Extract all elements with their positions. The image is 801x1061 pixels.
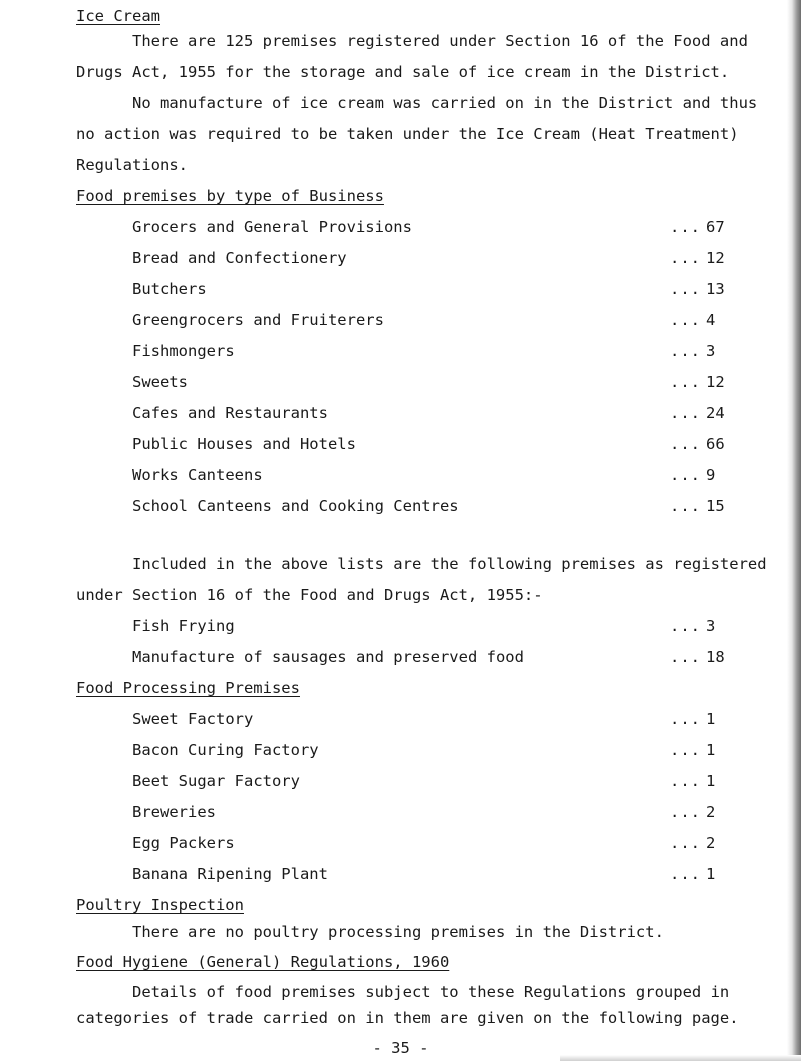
- item-count: 18: [706, 648, 725, 666]
- item-label: Breweries: [132, 803, 216, 821]
- item-label: School Canteens and Cooking Centres: [132, 497, 459, 515]
- item-count: 67: [706, 218, 725, 236]
- item-label: Works Canteens: [132, 466, 263, 484]
- item-label: Public Houses and Hotels: [132, 435, 356, 453]
- paragraph-ice-cream-line-1: There are 125 premises registered under Section 16 of the Food and: [132, 32, 748, 50]
- leader-dots: ...: [670, 218, 701, 236]
- leader-dots: ...: [670, 865, 701, 883]
- item-count: 1: [706, 865, 716, 883]
- item-count: 13: [706, 280, 725, 298]
- leader-dots: ...: [670, 466, 701, 484]
- item-label: Grocers and General Provisions: [132, 218, 412, 236]
- heading-ice-cream: Ice Cream: [76, 7, 160, 25]
- paragraph-manufacture-line-3: Regulations.: [76, 156, 188, 174]
- item-label: Beet Sugar Factory: [132, 772, 300, 790]
- heading-food-processing: Food Processing Premises: [76, 679, 300, 697]
- item-count: 12: [706, 249, 725, 267]
- paragraph-hygiene-line-2: categories of trade carried on in them are given on the following page.: [76, 1009, 739, 1027]
- item-label: Sweet Factory: [132, 710, 254, 728]
- leader-dots: ...: [670, 834, 701, 852]
- item-count: 9: [706, 466, 716, 484]
- leader-dots: ...: [670, 280, 701, 298]
- heading-poultry-inspection: Poultry Inspection: [76, 896, 244, 914]
- item-label: Greengrocers and Fruiterers: [132, 311, 384, 329]
- item-count: 2: [706, 803, 716, 821]
- leader-dots: ...: [670, 741, 701, 759]
- leader-dots: ...: [670, 342, 701, 360]
- leader-dots: ...: [670, 803, 701, 821]
- leader-dots: ...: [670, 311, 701, 329]
- leader-dots: ...: [670, 497, 701, 515]
- item-count: 1: [706, 741, 716, 759]
- item-count: 1: [706, 710, 716, 728]
- heading-food-hygiene: Food Hygiene (General) Regulations, 1960: [76, 953, 450, 971]
- leader-dots: ...: [670, 373, 701, 391]
- heading-premises-by-type: Food premises by type of Business: [76, 187, 384, 205]
- item-count: 3: [706, 617, 716, 635]
- item-count: 12: [706, 373, 725, 391]
- page-edge-shadow: [787, 0, 801, 1061]
- item-label: Sweets: [132, 373, 188, 391]
- paragraph-manufacture-line-2: no action was required to be taken under the Ice Cream (Heat Treatment): [76, 125, 739, 143]
- item-count: 4: [706, 311, 716, 329]
- paragraph-poultry-line-1: There are no poultry processing premises in the District.: [132, 923, 664, 941]
- leader-dots: ...: [670, 435, 701, 453]
- item-count: 24: [706, 404, 725, 422]
- page-number: - 35 -: [372, 1039, 429, 1057]
- item-label: Fish Frying: [132, 617, 235, 635]
- item-label: Butchers: [132, 280, 207, 298]
- leader-dots: ...: [670, 249, 701, 267]
- item-label: Fishmongers: [132, 342, 235, 360]
- leader-dots: ...: [670, 648, 701, 666]
- item-label: Bread and Confectionery: [132, 249, 347, 267]
- item-label: Egg Packers: [132, 834, 235, 852]
- paragraph-included-line-2: under Section 16 of the Food and Drugs Act, 1955:-: [76, 586, 543, 604]
- paragraph-hygiene-line-1: Details of food premises subject to these Regulations grouped in: [132, 983, 730, 1001]
- leader-dots: ...: [670, 772, 701, 790]
- item-count: 3: [706, 342, 716, 360]
- item-label: Bacon Curing Factory: [132, 741, 319, 759]
- item-count: 1: [706, 772, 716, 790]
- item-label: Cafes and Restaurants: [132, 404, 328, 422]
- item-label: Manufacture of sausages and preserved food: [132, 648, 524, 666]
- leader-dots: ...: [670, 617, 701, 635]
- item-count: 15: [706, 497, 725, 515]
- paragraph-included-line-1: Included in the above lists are the following premises as registered: [132, 555, 767, 573]
- leader-dots: ...: [670, 404, 701, 422]
- leader-dots: ...: [670, 710, 701, 728]
- item-count: 66: [706, 435, 725, 453]
- item-count: 2: [706, 834, 716, 852]
- item-label: Banana Ripening Plant: [132, 865, 328, 883]
- paragraph-manufacture-line-1: No manufacture of ice cream was carried on in the District and thus: [132, 94, 758, 112]
- paragraph-ice-cream-line-2: Drugs Act, 1955 for the storage and sale of ice cream in the District.: [76, 63, 730, 81]
